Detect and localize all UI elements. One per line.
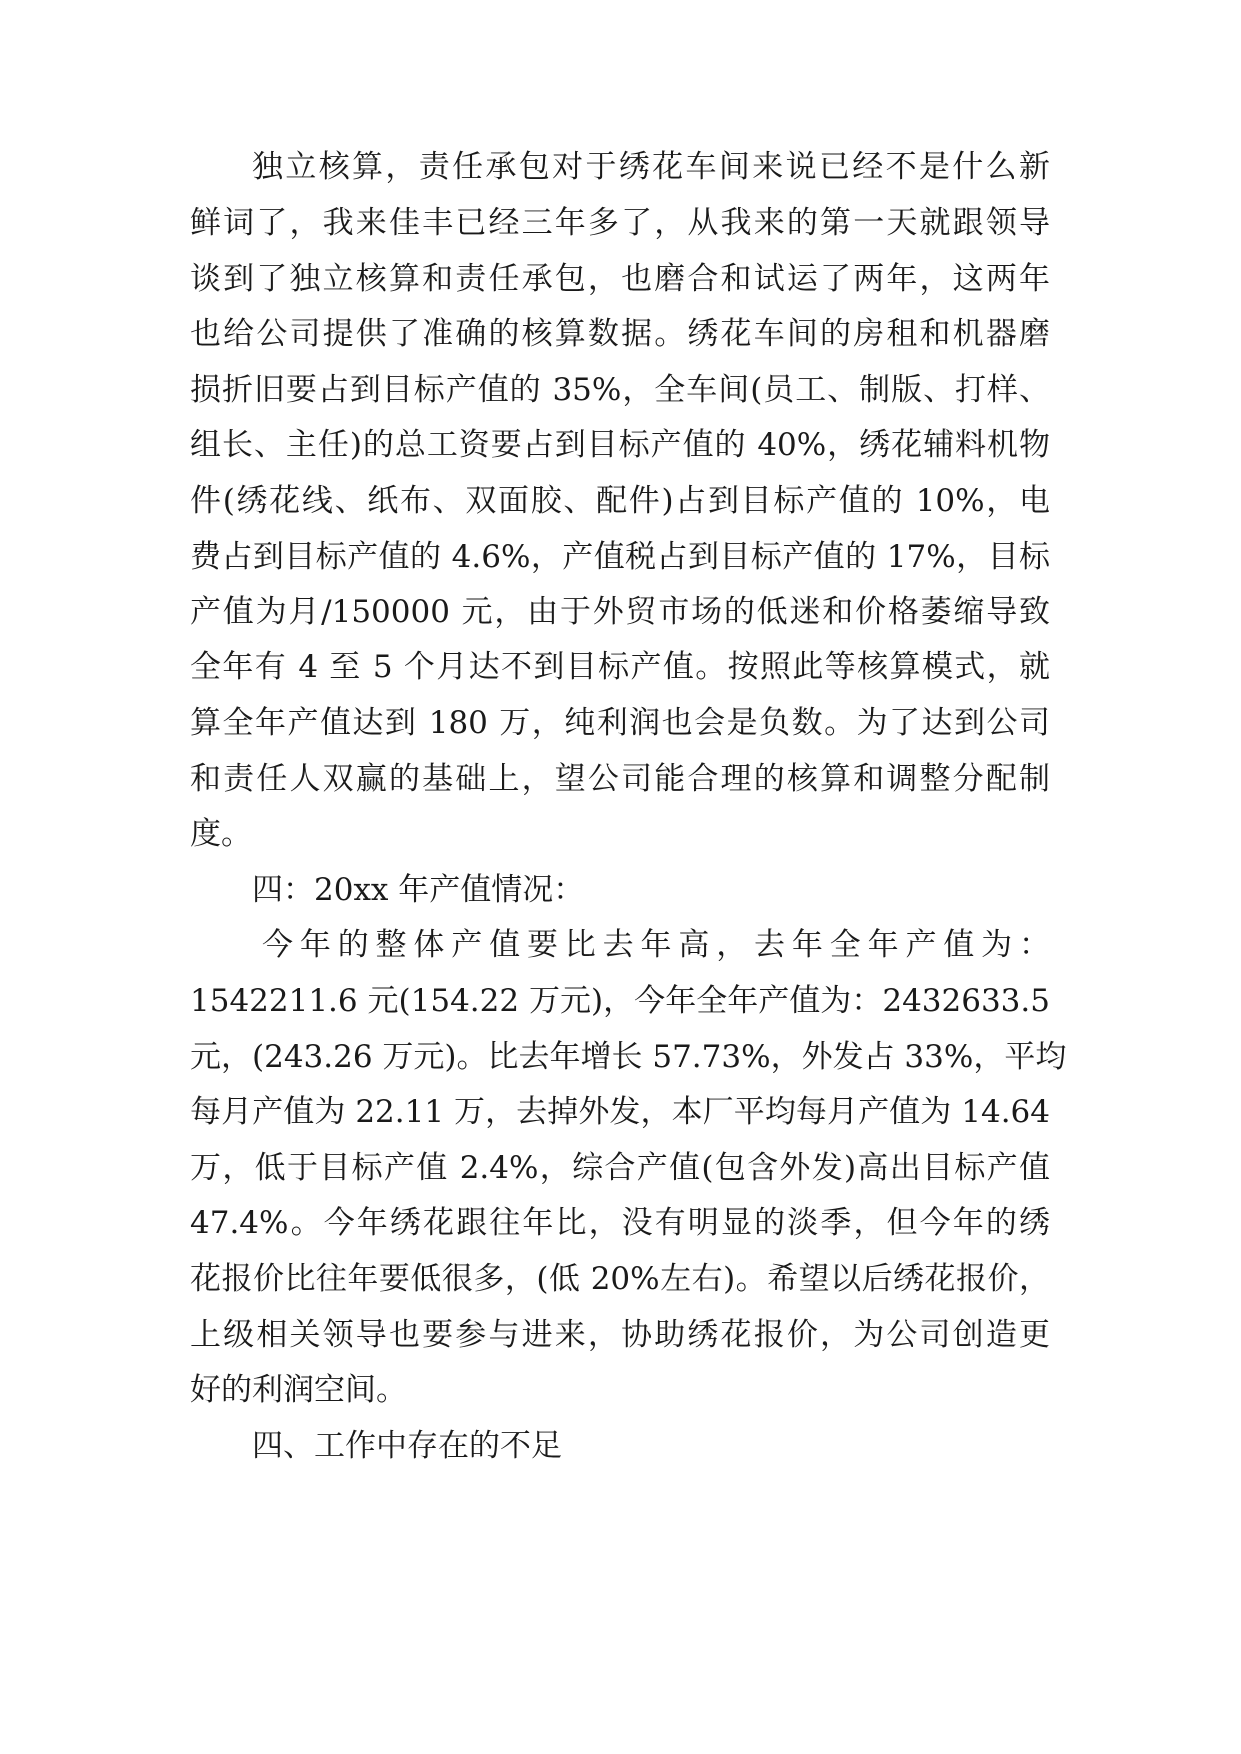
paragraph-2-line: 47.4%。今年绣花跟往年比，没有明显的淡季，但今年的绣 (190, 1205, 1050, 1241)
section-heading-shortcomings: 四、工作中存在的不足 (252, 1428, 562, 1464)
paragraph-1-line: 度。 (190, 816, 252, 852)
paragraph-1-line: 谈到了独立核算和责任承包，也磨合和试运了两年，这两年 (190, 261, 1050, 297)
paragraph-1-line: 产值为月/150000 元，由于外贸市场的低迷和价格萎缩导致 (190, 594, 1050, 630)
paragraph-2-line: 好的利润空间。 (190, 1372, 407, 1408)
paragraph-1-line: 鲜词了，我来佳丰已经三年多了，从我来的第一天就跟领导 (190, 205, 1050, 241)
paragraph-1-line: 件(绣花线、纸布、双面胶、配件)占到目标产值的 10%，电 (190, 483, 1050, 519)
paragraph-2-line: 上级相关领导也要参与进来，协助绣花报价，为公司创造更 (190, 1317, 1050, 1353)
section-heading-production-value: 四：20xx 年产值情况： (252, 872, 585, 908)
paragraph-2-line: 1542211.6 元(154.22 万元)，今年全年产值为：2432633.5 (190, 983, 1050, 1019)
paragraph-2-line: 花报价比往年要低很多，(低 20%左右)。希望以后绣花报价， (190, 1261, 1050, 1297)
paragraph-1-line: 组长、主任)的总工资要占到目标产值的 40%，绣花辅料机物 (190, 427, 1050, 463)
paragraph-2-line: 万，低于目标产值 2.4%，综合产值(包含外发)高出目标产值 (190, 1150, 1050, 1186)
paragraph-1-line: 也给公司提供了准确的核算数据。绣花车间的房租和机器磨 (190, 316, 1050, 352)
paragraph-1-line: 独立核算，责任承包对于绣花车间来说已经不是什么新 (252, 149, 1050, 185)
paragraph-2-line: 今年的整体产值要比去年高，去年全年产值为： (262, 927, 1050, 963)
paragraph-1-line: 损折旧要占到目标产值的 35%，全车间(员工、制版、打样、 (190, 372, 1050, 408)
paragraph-1-line: 全年有 4 至 5 个月达不到目标产值。按照此等核算模式，就 (190, 649, 1050, 685)
paragraph-2-line: 元，(243.26 万元)。比去年增长 57.73%，外发占 33%，平均 (190, 1039, 1067, 1075)
paragraph-1-line: 费占到目标产值的 4.6%，产值税占到目标产值的 17%，目标 (190, 539, 1050, 575)
paragraph-1-line: 算全年产值达到 180 万，纯利润也会是负数。为了达到公司 (190, 705, 1050, 741)
paragraph-2-line: 每月产值为 22.11 万，去掉外发，本厂平均每月产值为 14.64 (190, 1094, 1050, 1130)
paragraph-1-line: 和责任人双赢的基础上，望公司能合理的核算和调整分配制 (190, 761, 1050, 797)
